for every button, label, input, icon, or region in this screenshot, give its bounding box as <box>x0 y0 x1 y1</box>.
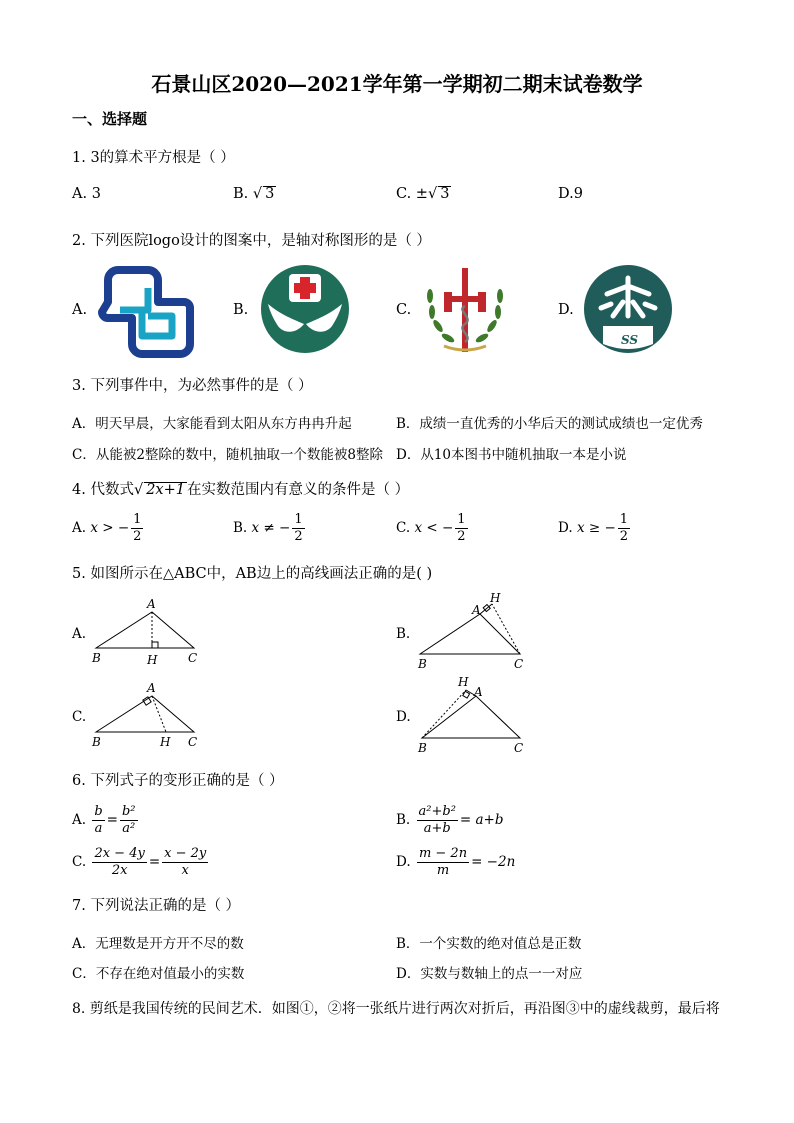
q5-stem: 5. 如图所示在△ABC中，AB边上的高线画法正确的是( ) <box>72 566 433 582</box>
q1-option-a[interactable] <box>72 186 101 202</box>
q4-option-d[interactable] <box>558 512 632 545</box>
q5-c-label[interactable]: C. <box>72 709 87 725</box>
q5-b-triangle-diagram <box>414 592 534 672</box>
logo-b-doves-icon <box>260 264 350 354</box>
q5-d-pt-H: H <box>458 675 469 689</box>
q4-b-label: B. <box>233 520 248 536</box>
q1-d-label: D. <box>558 186 574 202</box>
q5-d-pt-A: A <box>474 685 483 699</box>
q4-stem: 4. 代数式√ 2x+1 在实数范围内有意义的条件是（ ） <box>72 482 410 498</box>
q6-a-label: A. <box>72 812 87 828</box>
q6-stem: 6. 下列式子的变形正确的是（ ） <box>72 773 284 789</box>
q5-c-pt-C: C <box>188 735 198 749</box>
q5-c-pt-H: H <box>160 735 171 749</box>
q4-b-frac: $\frac{1}{2}$ <box>294 512 303 544</box>
q4-option-c[interactable] <box>396 512 470 545</box>
q5-c-triangle-diagram <box>90 680 210 756</box>
q5-d-pt-C: C <box>514 741 524 755</box>
q4-c-expr: x < − <box>414 520 454 536</box>
q1-option-b[interactable]: B. √ 3 <box>233 186 275 202</box>
q6-a-eq: = <box>106 812 118 828</box>
q1-option-c[interactable]: C. ±√ 3 <box>396 186 450 202</box>
q5-b-pt-B: B <box>418 657 427 671</box>
q4-a-expr: x > − <box>90 520 130 536</box>
q3-option-c[interactable]: C．从能被2整除的数中，随机抽取一个数能被8整除 <box>72 447 384 463</box>
q3-option-d[interactable]: D．从10本图书中随机抽取一本是小说 <box>396 447 627 463</box>
q5-b-pt-C: C <box>514 657 524 671</box>
q6-b-label: B. <box>396 812 411 828</box>
q5-d-triangle-diagram <box>414 674 534 758</box>
q5-a-label[interactable]: A. <box>72 626 87 642</box>
q1-c-value: 3 <box>440 186 450 202</box>
logo-c-wreath-icon <box>420 266 510 356</box>
q5-a-triangle-diagram <box>90 596 210 666</box>
page-title: 石景山区2020—2021学年第一学期初二期末试卷数学 <box>151 72 643 96</box>
q7-stem: 7. 下列说法正确的是（ ） <box>72 898 241 914</box>
q7-option-a[interactable]: A．无理数是开方开不尽的数 <box>72 936 244 952</box>
q4-radicand: 2x+1 <box>146 482 185 498</box>
q5-d-pt-B: B <box>418 741 427 755</box>
q1-c-label: C. <box>396 186 412 202</box>
q6-option-c[interactable]: C. $\frac{2x - 4y}{2x}$ = $\frac{x - 2y}{x}$ <box>72 846 207 878</box>
q6-option-b[interactable]: B. $\frac{\text{a²+b²}}{a+b}$ = a+b <box>396 804 504 836</box>
q1-b-value: 3 <box>265 186 275 202</box>
q4-a-frac: $\frac{1}{2}$ <box>133 512 142 544</box>
q2-d-label[interactable]: D. <box>558 302 574 318</box>
q6-c-eq: = <box>148 854 161 870</box>
q5-a-pt-H: H <box>147 653 158 667</box>
q3-option-b[interactable]: B．成绩一直优秀的小华后天的测试成绩也一定优秀 <box>396 416 703 432</box>
q5-b-pt-A: A <box>472 603 481 617</box>
q3-stem: 3. 下列事件中，为必然事件的是（ ） <box>72 378 313 394</box>
q7-option-b[interactable]: B．一个实数的绝对值总是正数 <box>396 936 582 952</box>
q1-a-label: A. <box>72 186 88 202</box>
q2-stem: 2. 下列医院logo设计的图案中，是轴对称图形的是（ ） <box>72 233 431 249</box>
q5-c-pt-B: B <box>92 735 101 749</box>
q4-option-a[interactable] <box>72 512 145 545</box>
q4-stem-pre: 4. 代数式 <box>72 482 134 498</box>
q6-c-label: C. <box>72 854 87 870</box>
q5-b-label[interactable]: B. <box>396 626 411 642</box>
q1-option-d[interactable] <box>558 186 583 202</box>
q7-option-c[interactable]: C．不存在绝对值最小的实数 <box>72 966 245 982</box>
q6-option-d[interactable]: D. $\frac{m - 2n}{m}$ = −2n <box>396 846 516 878</box>
q4-b-expr: x ≠ − <box>251 520 291 536</box>
q5-a-pt-C: C <box>188 651 198 665</box>
q2-b-label[interactable]: B. <box>233 302 249 318</box>
section-heading: 一、选择题 <box>72 110 148 128</box>
q6-b-rhs: = a+b <box>459 812 504 828</box>
q1-d-value: 9 <box>573 186 583 202</box>
q1-c-pm: ± <box>415 186 428 202</box>
q5-a-pt-B: B <box>92 651 101 665</box>
q6-option-a[interactable]: A. $\frac{b}{a}$ = $\frac{\text{b²}}{\text{a²}}$ <box>72 804 136 836</box>
q1-stem: 1. 3的算术平方根是（ ） <box>72 150 235 166</box>
q3-option-a[interactable]: A．明天早晨，大家能看到太阳从东方冉冉升起 <box>72 416 352 432</box>
logo-d-emblem-icon <box>583 264 673 354</box>
q4-c-label: C. <box>396 520 411 536</box>
q2-c-label[interactable]: C. <box>396 302 412 318</box>
q5-a-pt-A: A <box>147 597 156 611</box>
q4-d-label: D. <box>558 520 573 536</box>
q5-b-pt-H: H <box>490 591 501 605</box>
q1-b-label: B. <box>233 186 249 202</box>
q7-option-d[interactable]: D．实数与数轴上的点一一对应 <box>396 966 583 982</box>
q6-d-label: D. <box>396 854 411 870</box>
q1-a-value: 3 <box>91 186 101 202</box>
q5-d-label[interactable]: D. <box>396 709 411 725</box>
q4-d-expr: x ≥ − <box>576 520 616 536</box>
q5-c-pt-A: A <box>147 681 156 695</box>
q4-stem-post: 在实数范围内有意义的条件是（ ） <box>186 482 410 498</box>
logo-d-mark: SS <box>621 333 639 347</box>
q4-option-b[interactable] <box>233 512 307 545</box>
logo-a-knot-icon <box>98 266 194 358</box>
q6-d-rhs: = −2n <box>471 854 516 870</box>
q4-d-frac: $\frac{1}{2}$ <box>619 512 629 544</box>
q4-c-frac: $\frac{1}{2}$ <box>457 512 466 544</box>
q8-stem: 8. 剪纸是我国传统的民间艺术．如图①，②将一张纸片进行两次对折后，再沿图③中的虚线裁剪，最后将 <box>72 1001 720 1017</box>
q4-a-label: A. <box>72 520 87 536</box>
q2-a-label[interactable]: A. <box>72 302 88 318</box>
